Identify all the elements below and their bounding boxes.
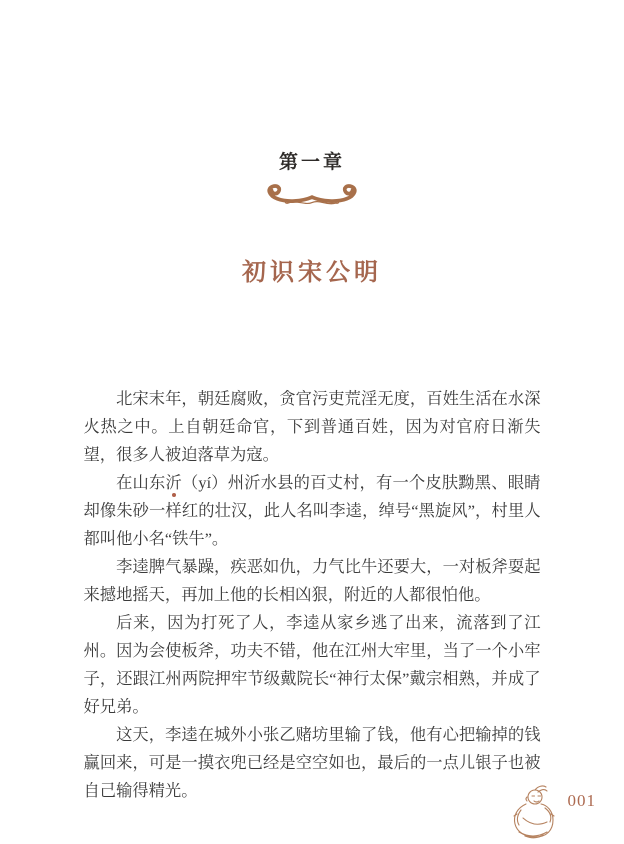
- paragraph-text: 北宋末年，朝廷腐败，贪官污吏荒淫无度，百姓生活在水深火热之中。上自朝廷命官，下到普通百姓，因为对官府日渐失望，很多人被迫落草为寇。: [83, 389, 541, 464]
- pinyin-emphasis-char: 沂: [165, 473, 182, 492]
- paragraph: [84, 553, 541, 609]
- body-text-block: [84, 385, 541, 805]
- paragraph-text: 在山东: [116, 473, 166, 492]
- paragraph-text: （yí）州沂水县的百丈村，有一个皮肤黝黑、眼睛却像朱砂一样红的壮汉，此人名叫李逵，绰号“黑旋风”，村里人都叫他小名“铁牛”。: [83, 473, 541, 548]
- page-number: 001: [567, 791, 596, 810]
- paragraph: [84, 385, 541, 469]
- page-footer: [505, 784, 597, 840]
- seated-hero-sketch-icon: [505, 784, 561, 840]
- paragraph-text: 后来，因为打死了人，李逵从家乡逃了出来，流落到了江州。因为会使板斧，功夫不错，他在江州大牢里，当了一个小牢子，还跟江州两院押牢节级戴院长“神行太保”戴宗相熟，并成了好兄弟。: [83, 613, 541, 716]
- paragraph: [84, 469, 541, 553]
- scroll-flourish-icon: [256, 176, 368, 212]
- paragraph-text: 这天，李逵在城外小张乙赌坊里输了钱，他有心把输掉的钱赢回来，可是一摸衣兜已经是空空如也，最后的一点儿银子也被自己输得精光。: [83, 725, 541, 800]
- paragraph: [84, 609, 541, 721]
- paragraph-text: 李逵脾气暴躁，疾恶如仇，力气比牛还要大，一对板斧耍起来撼地摇天，再加上他的长相凶狠，附近的人都很怕他。: [83, 557, 541, 604]
- paragraph: [84, 721, 541, 805]
- chapter-title: 初识宋公明: [242, 260, 382, 286]
- chapter-label: 第一章: [278, 152, 345, 173]
